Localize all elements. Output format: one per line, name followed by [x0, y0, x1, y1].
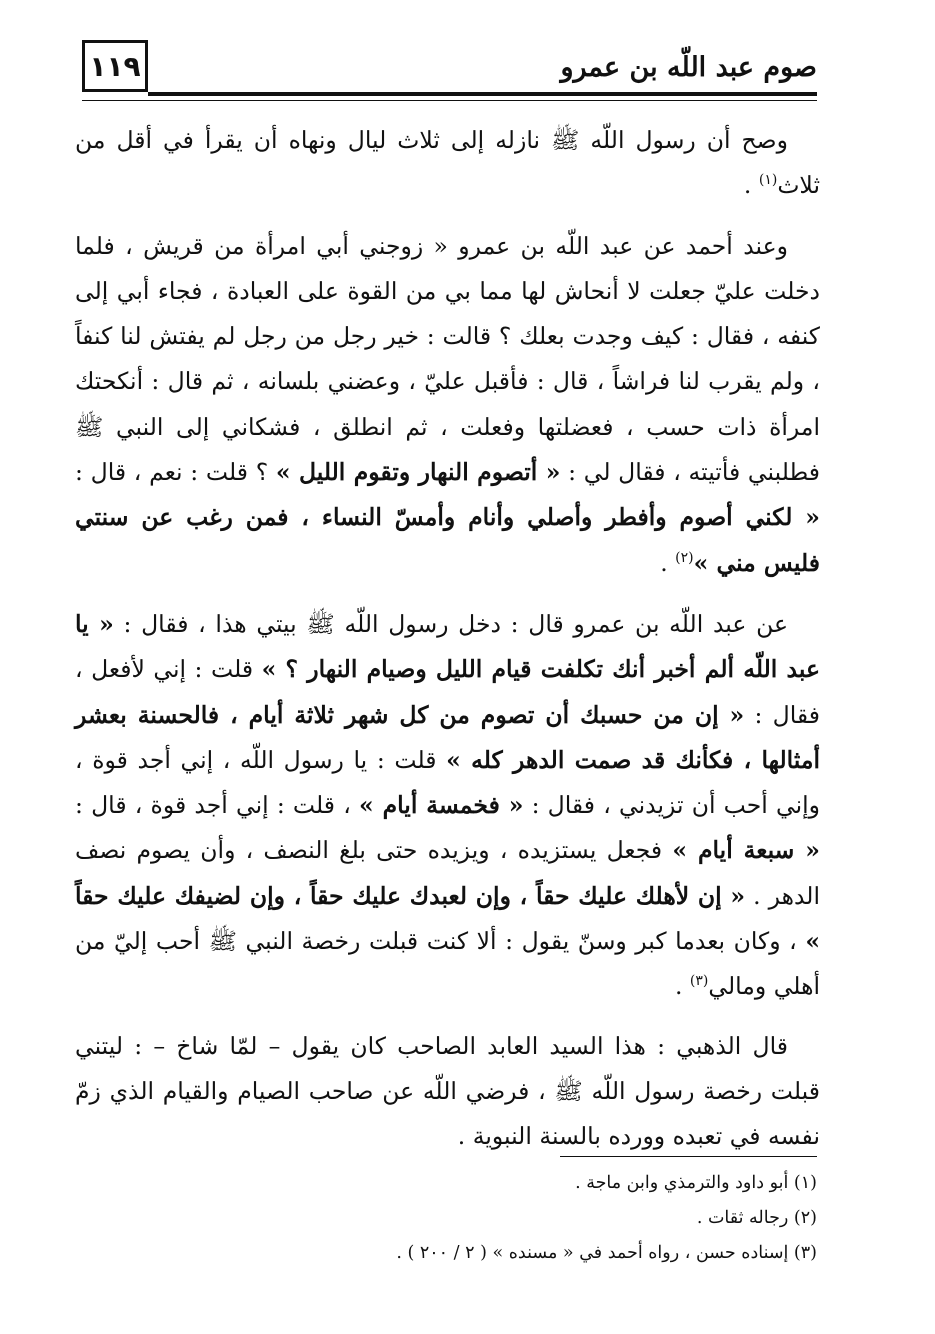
- paragraph-2-text: وعند أحمد عن عبد اللّه بن عمرو « زوجني أبي امرأة من قريش ، فلما دخلت عليّ جعلت لا أنحاش لها مما بي من القوة على العبادة ، فجاء أبي إلى كنفه ، فقال : كيف وجدت بعلك ؟ قالت : خير رجل من رجل لم يفتش لنا كنفاً ، ولم يقرب لنا فراشاً ، قال : فأقبل عليّ ، وعضني بلسانه ، ثم قال : أنكحتك امرأة ذات حسب ، فعضلتها وفعلت ، ثم انطلق ، فشكاني إلى النبي ﷺ فطلبني فأتيته ، فقال لي :: [75, 231, 820, 487]
- paragraph-2: [75, 224, 820, 586]
- page-number: ١١٩: [82, 40, 148, 92]
- paragraph-3-text: ، وكان بعدما كبر وسنّ يقول : ألا كنت قبلت رخصة النبي ﷺ أحب إليّ من أهلي ومالي: [75, 927, 820, 1001]
- footnote-3: (٣) إسناده حسن ، رواه أحمد في « مسنده » ( ٢ / ٢٠٠ ) .: [396, 1243, 817, 1263]
- hadith-quote: « أتصوم النهار وتقوم الليل »: [275, 458, 561, 487]
- page-header: [82, 40, 817, 108]
- paragraph-3-text: فجعل يستزيده ، ويزيده حتى بلغ النصف ، وأن يصوم نصف الدهر .: [75, 836, 820, 910]
- paragraph-2-text: ؟ قلت : نعم ، قال :: [75, 458, 276, 487]
- paragraph-3-end: .: [674, 972, 690, 1001]
- hadith-quote: « لكني أصوم وأفطر وأصلي وأنام وأمسّ النساء ، فمن رغب عن سنتي فليس مني »: [75, 503, 820, 577]
- hadith-quote: « فخمسة أيام »: [358, 791, 524, 820]
- paragraph-2-end: .: [660, 548, 676, 577]
- paragraph-3-text: ، قلت : إني أجد قوة ، قال :: [75, 791, 359, 820]
- footnotes: [75, 1166, 817, 1271]
- hadith-quote: « إن لأهلك عليك حقاً ، وإن لعبدك عليك حقاً ، وإن لضيفك عليك حقاً »: [75, 881, 820, 956]
- footnote-ref-3[interactable]: (٣): [689, 973, 709, 990]
- paragraph-1: [75, 118, 820, 209]
- footnote-ref-1[interactable]: (١): [758, 172, 778, 189]
- footnote-1: (١) أبو داود والترمذي وابن ماجة .: [575, 1173, 817, 1193]
- footnote-2: (٢) رجاله ثقات .: [696, 1208, 817, 1228]
- running-title: صوم عبد اللّه بن عمرو: [560, 52, 817, 83]
- header-rule-thick: [148, 92, 817, 96]
- paragraph-3-text: قلت : يا رسول اللّه ، إني أجد قوة ، وإني أحب أن تزيدني ، فقال :: [75, 745, 820, 820]
- paragraph-3-text: عن عبد اللّه بن عمرو قال : دخل رسول اللّه ﷺ بيتي هذا ، فقال :: [113, 609, 788, 638]
- paragraph-1-end: .: [743, 171, 759, 200]
- header-rule-thin: [82, 100, 817, 101]
- footnote-ref-2[interactable]: (٢): [675, 549, 694, 566]
- hadith-quote: « إن من حسبك أن تصوم من كل شهر ثلاثة أيام ، فالحسنة بعشر أمثالها ، فكأنك قد صمت الدهر كله »: [75, 700, 820, 774]
- paragraph-4: قال الذهبي : هذا السيد العابد الصاحب كان يقول – لمّا شاخ – : ليتني قبلت رخصة رسول اللّه ﷺ ، فرضي اللّه عن صاحب الصيام والقيام الذي زمّ نفسه في تعبده وورده بالسنة النبوية .: [75, 1031, 820, 1151]
- hadith-quote: « يا عبد اللّه ألم أخبر أنك تكلفت قيام الليل وصيام النهار ؟ »: [75, 609, 820, 684]
- paragraph-1-text: وصح أن رسول اللّه ﷺ نازله إلى ثلاث ليال ونهاه أن يقرأ في أقل من ثلاث: [75, 126, 820, 200]
- body-text: [75, 118, 820, 1160]
- footnote-separator: [560, 1156, 817, 1157]
- hadith-quote: « سبعة أيام »: [672, 836, 820, 865]
- paragraph-3: [75, 602, 820, 1010]
- paragraph-3-text: قلت : إني لأفعل ، فقال :: [75, 655, 820, 729]
